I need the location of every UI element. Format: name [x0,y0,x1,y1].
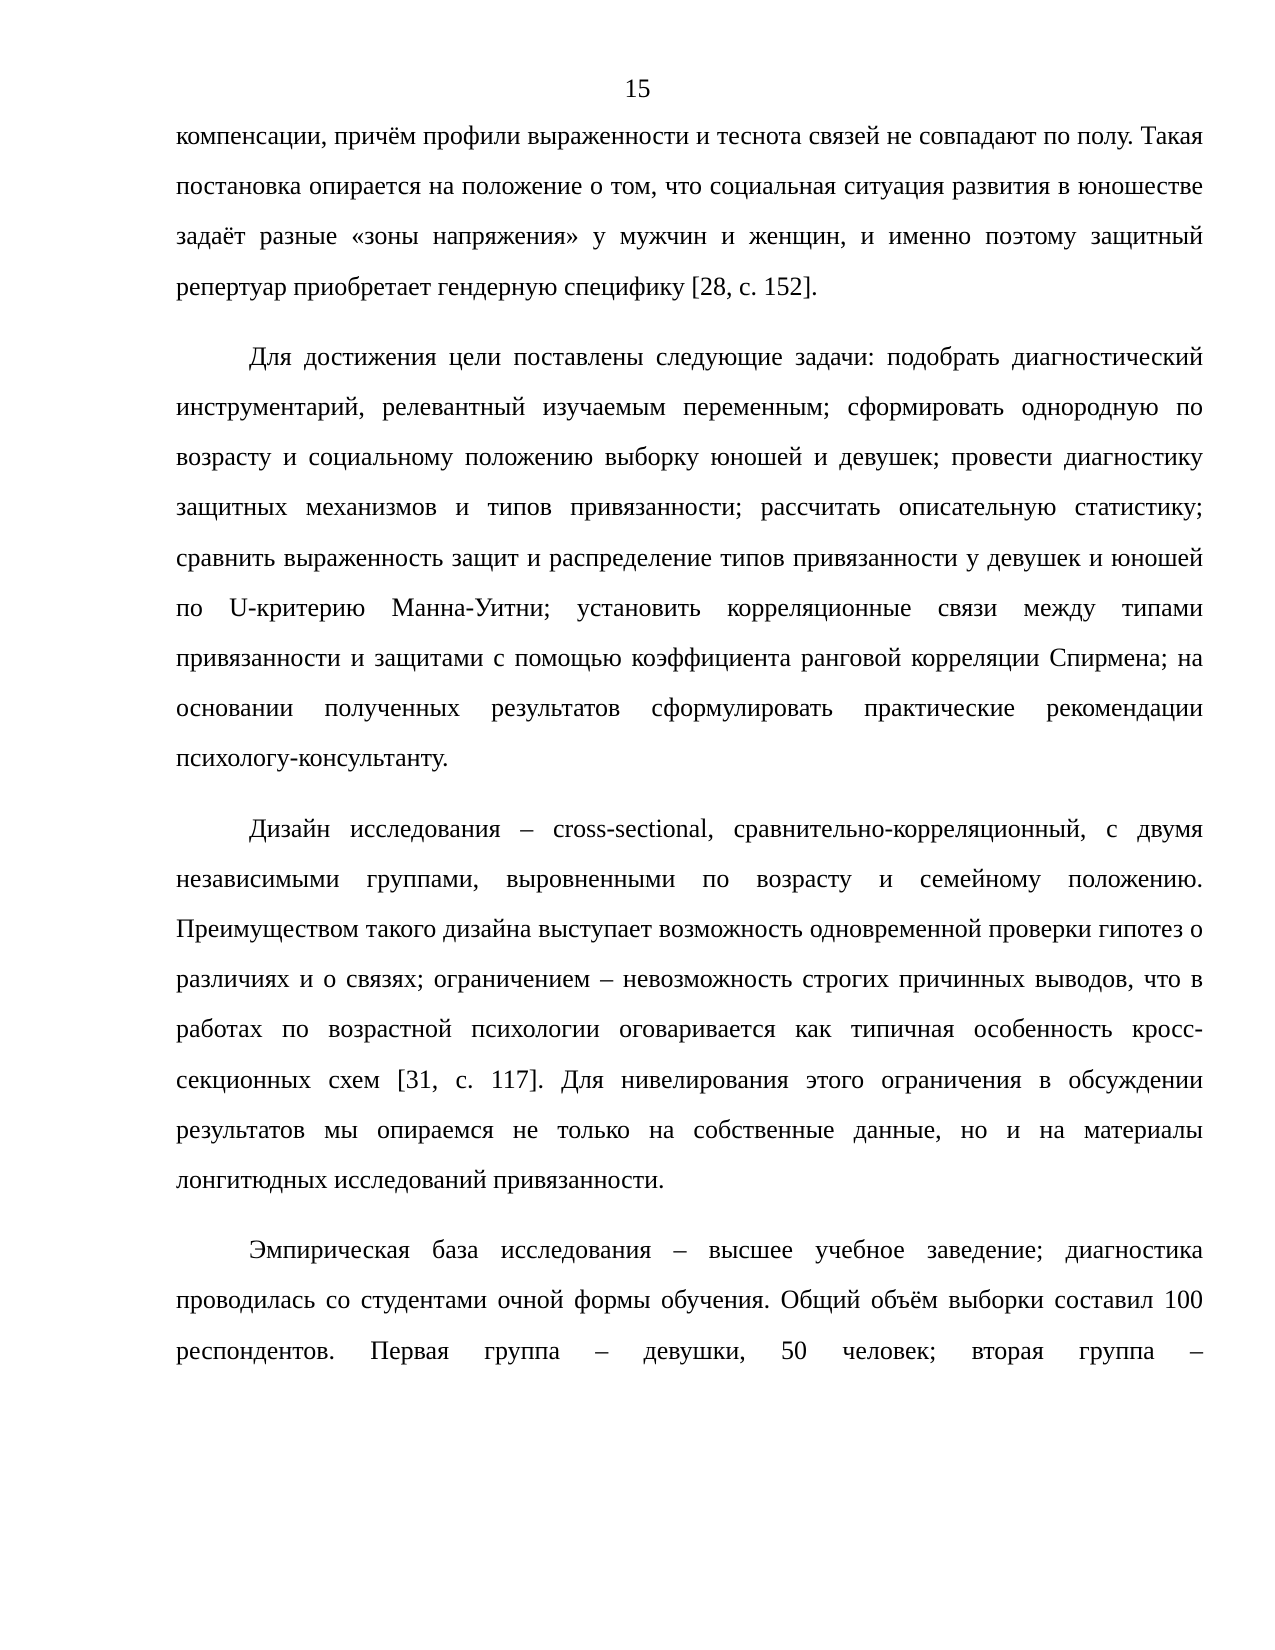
paragraph-empirical-base: Эмпирическая база исследования – высшее учебное заведение; диагностика проводилась со студентами очной формы обучения. Общий объём выборки составил 100 респондентов. Первая группа – девушки, 50 человек; вторая группа – [176,1235,1203,1365]
body-text [176,111,1203,1376]
paragraph-continuation: компенсации, причём профили выраженности и теснота связей не совпадают по полу. Такая постановка опирается на положение о том, что социальная ситуация развития в юношестве задаёт разные «зоны напряжения» у мужчин и женщин, и именно поэтому защитный репертуар приобретает гендерную специфику [28, с. 152]. [176,121,1203,301]
paragraph-design: Дизайн исследования – cross-sectional, сравнительно-корреляционный, с двумя независимыми группами, выровненными по возрасту и семейному положению. Преимуществом такого дизайна выступает возможность одновременной проверки гипотез о различиях и о связях; ограничением – невозможность строгих причинных выводов, что в работах по возрастной психологии оговаривается как типичная особенность кросс-секционных схем [31, с. 117]. Для нивелирования этого ограничения в обсуждении результатов мы опираемся не только на собственные данные, но и на материалы лонгитюдных исследований привязанности. [176,813,1203,1195]
paragraph-tasks: Для достижения цели поставлены следующие задачи: подобрать диагностический инструментарий, релевантный изучаемым переменным; сформировать однородную по возрасту и социальному положению выборку юношей и девушек; провести диагностику защитных механизмов и типов привязанности; рассчитать описательную статистику; сравнить выраженность защит и распределение типов привязанности у девушек и юношей по U-критерию Манна-Уитни; установить корреляционные связи между типами привязанности и защитами с помощью коэффициента ранговой корреляции Спирмена; на основании полученных результатов сформулировать практические рекомендации психологу-консультанту. [176,341,1203,773]
page-number: 15 [624,74,651,103]
